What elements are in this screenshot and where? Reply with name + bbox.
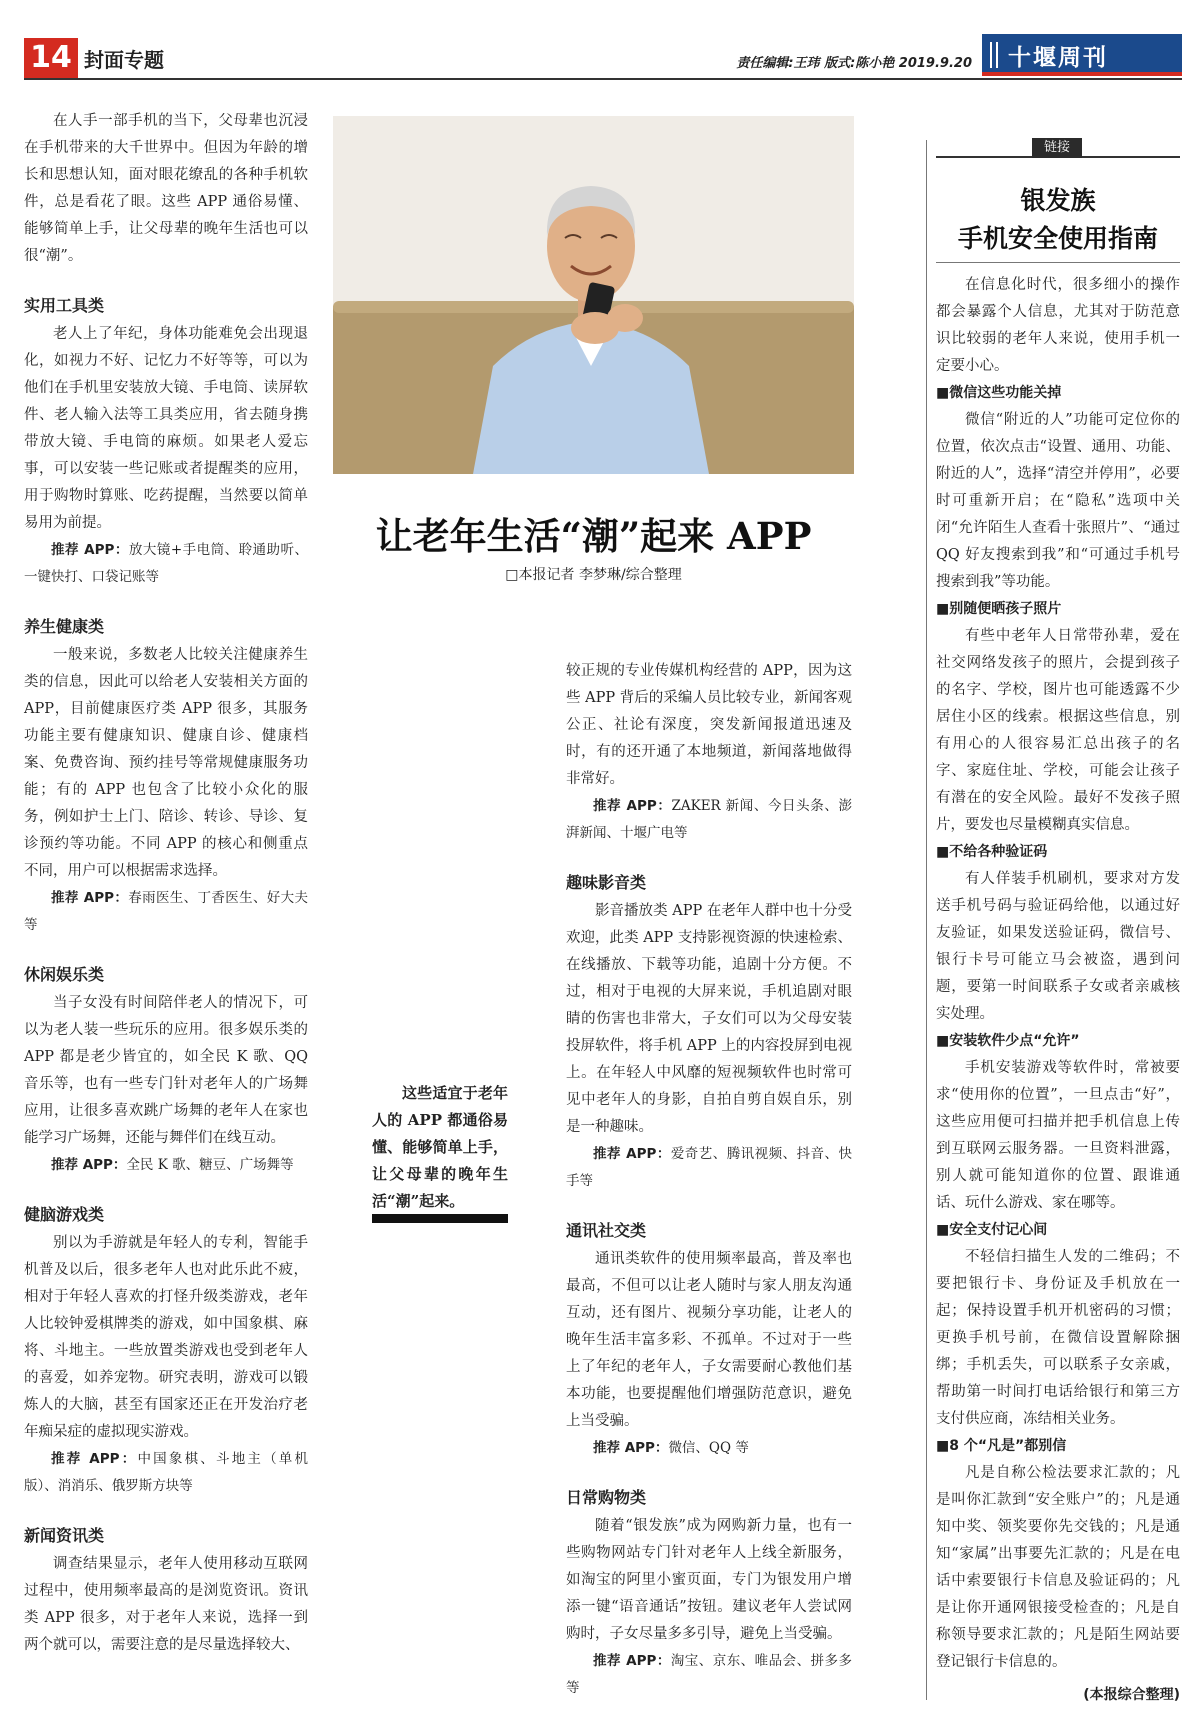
recommend-label: 推荐 APP： (593, 1653, 671, 1669)
article-byline: □本报记者 李梦琳/综合整理 (505, 567, 682, 583)
masthead-title: 十堰周刊 (1008, 44, 1108, 71)
recommend-label: 推荐 APP： (51, 542, 129, 558)
recommend-apps: ZAKER 新闻、今日头条、澎湃新闻、十堰广电等 (566, 798, 852, 841)
recommend-line (566, 1141, 852, 1195)
section-heading: 趣味影音类 (566, 873, 647, 892)
tip-body: 不轻信扫描生人发的二维码；不要把银行卡、身份证及手机放在一起；保持设置手机开机密码的习惯；更换手机号前，在微信设置解除捆绑；手机丢失，可以联系子女亲戚，帮助第一时间打电话给银行和第三方支付供应商，冻结相关业务。 (936, 1249, 1180, 1427)
section-body: 影音播放类 APP 在老年人群中也十分受欢迎，此类 APP 支持影视资源的快速检索、在线播放、下载等功能，追剧十分方便。不过，相对于电视的大屏来说，手机追剧对眼睛的伤害也非常大，子女们可以为父母安装投屏软件，将手机 APP 上的内容投屏到电视上。在年轻人中风靡的短视频软件也时常可见中老年人的身影，自拍自剪自娱自乐，别是一种趣味。 (566, 903, 852, 1135)
sidebar-intro: 在信息化时代，很多细小的操作都会暴露个人信息，尤其对于防范意识比较弱的老年人来说，使用手机一定要小心。 (936, 277, 1180, 374)
column-middle (566, 658, 852, 1702)
article-title: 让老年生活“潮”起来 APP (375, 514, 812, 558)
recommend-line (566, 1648, 852, 1702)
recommend-label: 推荐 APP： (593, 798, 672, 814)
recommend-line (24, 885, 308, 939)
photo-illustration (333, 116, 854, 474)
tip-heading: ■不给各种验证码 (936, 844, 1048, 860)
sidebar-title-line1: 银发族 (1020, 186, 1096, 215)
sidebar-title (936, 182, 1180, 258)
page-header (24, 34, 1182, 80)
senior-with-phone-photo (333, 116, 854, 474)
tip-heading: ■安装软件少点“允许” (936, 1033, 1080, 1049)
intro-paragraph: 在人手一部手机的当下，父母辈也沉浸在手机带来的大千世界中。但因为年龄的增长和思想认知，面对眼花缭乱的各种手机软件，总是看花了眼。这些 APP 通俗易懂、能够简单上手，让父母辈的晚年生活也可以很“潮”。 (24, 113, 308, 264)
section-heading: 日常购物类 (566, 1488, 647, 1507)
section-heading: 实用工具类 (24, 296, 105, 315)
section-body: 通讯类软件的使用频率最高，普及率也最高，不但可以让老人随时与家人朋友沟通互动，还有图片、视频分享功能，让老人的晚年生活丰富多彩、不孤单。不过对于一些上了年纪的老年人，子女需要耐心教他们基本功能，也要提醒他们增强防范意识，避免上当受骗。 (566, 1251, 852, 1429)
section-body: 老人上了年纪，身体功能难免会出现退化，如视力不好、记忆力不好等等，可以为他们在手机里安装放大镜、手电筒、读屏软件、老人输入法等工具类应用，省去随身携带放大镜、手电筒的麻烦。如果老人爱忘事，可以安装一些记账或者提醒类的应用，用于购物时算账、吃药提醒，当然要以简单易用为前提。 (24, 326, 308, 531)
tip-heading: ■安全支付记心间 (936, 1222, 1048, 1238)
tip-body: 微信“附近的人”功能可定位你的位置，依次点击“设置、通用、功能、附近的人”，选择“清空并停用”，必要时可重新开启；在“隐私”选项中关闭“允许陌生人查看十张照片”、“通过QQ 好友搜索到我”和“可通过手机号搜索到我”等功能。 (936, 412, 1180, 590)
section-body: 当子女没有时间陪伴老人的情况下，可以为老人装一些玩乐的应用。很多娱乐类的 APP 都是老少皆宜的，如全民 K 歌、QQ 音乐等，也有一些专门针对老年人的广场舞应用，让很多喜欢跳广场舞的老年人在家也能学习广场舞，还能与舞伴们在线互动。 (24, 995, 308, 1146)
editor-credits: 责任编辑:王玮 版式:陈小艳 2019.9.20 (736, 56, 972, 71)
column-left (24, 108, 308, 1659)
recommend-apps: 放大镜+手电筒、聆通助听、一键快打、口袋记账等 (24, 542, 309, 585)
sidebar-title-rule (936, 262, 1180, 263)
recommend-label: 推荐 APP： (51, 890, 129, 906)
section-heading: 健脑游戏类 (24, 1205, 105, 1224)
recommend-apps: 全民 K 歌、糖豆、广场舞等 (126, 1157, 294, 1173)
tip-body: 凡是自称公检法要求汇款的；凡是叫你汇款到“安全账户”的；凡是通知中奖、领奖要你先交钱的；凡是通知“家属”出事要先汇款的；凡是在电话中索要银行卡信息及验证码的；凡是让你开通网银接受检查的；凡是自称领导要求汇款的；凡是陌生网站要登记银行卡信息的。 (936, 1465, 1180, 1670)
recommend-apps: 中国象棋、斗地主（单机版）、消消乐、俄罗斯方块等 (24, 1451, 309, 1494)
recommend-line (566, 793, 852, 847)
recommend-apps: 春雨医生、丁香医生、好大夫等 (24, 890, 309, 933)
tip-heading: ■微信这些功能关掉 (936, 385, 1062, 401)
link-tag: 链接 (1032, 138, 1082, 158)
section-body: 一般来说，多数老人比较关注健康养生类的信息，因此可以给老人安装相关方面的 APP，目前健康医疗类 APP 很多，其服务功能主要有健康知识、健康自诊、健康档案、免费咨询、预约挂号等常规健康服务功能；有的 APP 也包含了比较小众化的服务，例如护士上门、陪诊、转诊、导诊、复诊预约等功能。不同 APP 的核心和侧重点不同，用户可以根据需求选择。 (24, 647, 308, 879)
section-body: 随着“银发族”成为网购新力量，也有一些购物网站专门针对老年人上线全新服务，如淘宝的阿里小蜜页面，专门为银发用户增添一键“语音通话”按钮。建议老年人尝试网购时，子女尽量多多引导，避免上当受骗。 (566, 1518, 852, 1642)
recommend-label: 推荐 APP： (51, 1451, 138, 1467)
section-body: 别以为手游就是年轻人的专利，智能手机普及以后，很多老年人也对此乐此不疲，相对于年轻人喜欢的打怪升级类游戏，老年人比较钟爱棋牌类的游戏，如中国象棋、麻将、斗地主。一些放置类游戏也受到老年人的喜爱，如养宠物。研究表明，游戏可以锻炼人的大脑，甚至有国家还正在开发治疗老年痴呆症的虚拟现实游戏。 (24, 1235, 308, 1440)
section-heading: 通讯社交类 (566, 1221, 647, 1240)
recommend-label: 推荐 APP： (51, 1157, 127, 1173)
section-heading: 养生健康类 (24, 617, 105, 636)
sidebar-footer-note: (本报综合整理) (1083, 1687, 1180, 1703)
recommend-label: 推荐 APP： (593, 1146, 671, 1162)
pull-quote-bar (372, 1214, 508, 1223)
masthead-decoration (990, 42, 998, 68)
tip-heading: ■别随便晒孩子照片 (936, 601, 1062, 617)
recommend-label: 推荐 APP： (593, 1440, 669, 1456)
column-divider (926, 140, 927, 1700)
recommend-line (24, 1152, 308, 1179)
tip-body: 有人佯装手机刷机，要求对方发送手机号码与验证码给他，以通过好友验证，如果发送验证码，微信号、银行卡号可能立马会被盗，遇到问题，要第一时间联系子女或者亲戚核实处理。 (936, 871, 1180, 1022)
recommend-apps: 微信、QQ 等 (668, 1440, 749, 1456)
recommend-apps: 爱奇艺、腾讯视频、抖音、快手等 (566, 1146, 853, 1189)
section-title: 封面专题 (84, 48, 164, 72)
section-body: 调查结果显示，老年人使用移动互联网过程中，使用频率最高的是浏览资讯。资讯类 APP 很多，对于老年人来说，选择一到两个就可以，需要注意的是尽量选择较大、 (24, 1556, 308, 1653)
pull-quote: 这些适宜于老年人的 APP 都通俗易懂、能够简单上手，让父母辈的晚年生活“潮”起来。 (372, 1084, 508, 1210)
page-number: 14 (24, 38, 78, 78)
sidebar-title-line2: 手机安全使用指南 (957, 224, 1158, 253)
recommend-line (24, 1446, 308, 1500)
section-body-continued: 较正规的专业传媒机构经营的 APP，因为这些 APP 背后的采编人员比较专业，新闻客观公正、社论有深度，突发新闻报道迅速及时，有的还开通了本地频道，新闻落地做得非常好。 (566, 663, 852, 787)
section-heading: 新闻资讯类 (24, 1526, 105, 1545)
recommend-apps: 淘宝、京东、唯品会、拼多多等 (566, 1653, 853, 1696)
column-right-sidebar (936, 272, 1180, 1709)
tip-body: 手机安装游戏等软件时，常被要求“使用你的位置”，一旦点击“好”，这些应用便可扫描并把手机信息上传到互联网云服务器。一旦资料泄露，别人就可能知道你的位置、跟谁通话、玩什么游戏、家在哪等。 (936, 1060, 1180, 1211)
section-heading: 休闲娱乐类 (24, 965, 105, 984)
masthead-logo (982, 34, 1182, 76)
tip-body: 有些中老年人日常带孙辈，爱在社交网络发孩子的照片，会提到孩子的名字、学校，图片也可能透露不少居住小区的线索。根据这些信息，别有用心的人很容易汇总出孩子的名字、家庭住址、学校，可能会让孩子有潜在的安全风险。最好不发孩子照片，要发也尽量模糊真实信息。 (936, 628, 1180, 833)
tip-heading: ■8 个“凡是”都别信 (936, 1438, 1067, 1454)
recommend-line (24, 537, 308, 591)
recommend-line (566, 1435, 852, 1462)
